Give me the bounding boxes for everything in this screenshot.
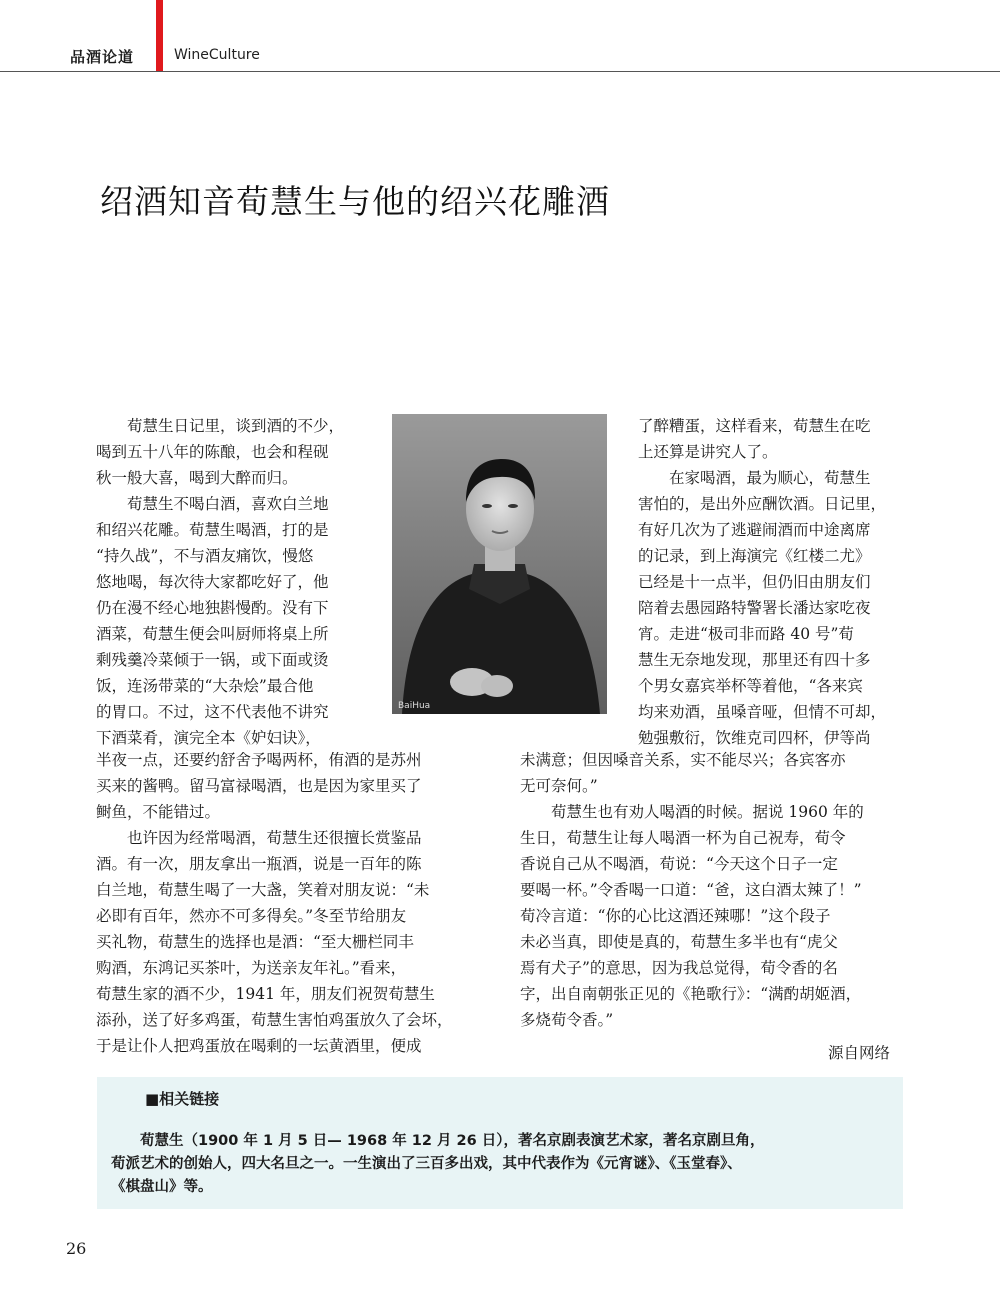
text-line: 个男女嘉宾举杯等着他，“各来宾: [638, 677, 863, 695]
text-line: 多烧荀令香。”: [520, 1011, 614, 1029]
text-line: 害怕的，是出外应酬饮酒。日记里，: [638, 495, 887, 513]
text-line: 慧生无奈地发现，那里还有四十多: [638, 651, 871, 669]
text-line: 均来劝酒，虽嗓音哑，但情不可却，: [638, 703, 887, 721]
source-credit: 源自网络: [828, 1044, 891, 1062]
text-line: 生日，荀慧生让每人喝酒一杯为自己祝寿，荀令: [520, 829, 846, 847]
text-line: 买礼物，荀慧生的选择也是酒：“至大栅栏同丰: [96, 933, 414, 951]
text-line: 焉有犬子”的意思，因为我总觉得，荀令香的名: [520, 959, 838, 977]
related-line: 荀派艺术的创始人，四大名旦之一。一生演出了三百多出戏，其中代表作为《元宵谜》、《玉堂春》、: [111, 1156, 742, 1172]
text-line: 白兰地，荀慧生喝了一大盏，笑着对朋友说：“未: [96, 881, 430, 899]
photo-watermark: BaiHua: [398, 701, 431, 711]
text-line: 和绍兴花雕。荀慧生喝酒，打的是: [96, 521, 329, 539]
text-line: 也许因为经常喝酒，荀慧生还很擅长赏鉴品: [96, 829, 422, 847]
portrait-image: [392, 414, 607, 714]
article-title: 绍酒知音荀慧生与他的绍兴花雕酒: [100, 182, 610, 221]
left-column-bottom: [96, 747, 482, 1059]
text-line: 的记录，到上海演完《红楼二尤》: [638, 547, 871, 565]
text-line: 了醉糟蛋，这样看来，荀慧生在吃: [638, 417, 871, 435]
text-line: 的胃口。不过，这不代表他不讲究: [96, 703, 329, 721]
text-line: 荀慧生家的酒不少，1941 年，朋友们祝贺荀慧生: [96, 985, 435, 1003]
text-line: 在家喝酒，最为顺心，荀慧生: [638, 469, 871, 487]
text-line: 字，出自南朝张正见的《艳歌行》：“满酌胡姬酒，: [520, 985, 862, 1003]
text-line: 买来的酱鸭。留马富禄喝酒，也是因为家里买了: [96, 777, 422, 795]
text-line: 无可奈何。”: [520, 777, 598, 795]
left-column-top: [96, 413, 368, 751]
related-line: 《棋盘山》等。: [111, 1179, 213, 1195]
header-section-en: WineCulture: [174, 47, 260, 63]
text-line: 未满意；但因嗓音关系，实不能尽兴；各宾客亦: [520, 751, 846, 769]
header-rule: [0, 71, 1000, 72]
text-line: 上还算是讲究人了。: [638, 443, 778, 461]
text-line: 必即有百年，然亦不可多得矣。”冬至节给朋友: [96, 907, 407, 925]
text-line: 香说自己从不喝酒，荀说：“今天这个日子一定: [520, 855, 838, 873]
text-line: 购酒，东鸿记买茶叶，为送亲友年礼。”看来，: [96, 959, 407, 977]
portrait-photo: [392, 414, 607, 714]
text-line: 酒。有一次，朋友拿出一瓶酒，说是一百年的陈: [96, 855, 422, 873]
text-line: 宵。走进“极司非而路 40 号”荀: [638, 625, 854, 643]
related-line: 荀慧生（1900 年 1 月 5 日— 1968 年 12 月 26 日），著名京剧表演艺术家，著名京剧旦角，: [111, 1133, 765, 1149]
text-line: 未必当真，即使是真的，荀慧生多半也有“虎父: [520, 933, 838, 951]
text-line: 剩残羹冷菜倾于一锅，或下面或烫: [96, 651, 329, 669]
text-line: 荀慧生也有劝人喝酒的时候。据说 1960 年的: [520, 803, 864, 821]
text-line: 要喝一杯。”令香喝一口道：“爸，这白酒太辣了！”: [520, 881, 862, 899]
text-line: 半夜一点，还要约舒舍予喝两杯，侑酒的是苏州: [96, 751, 422, 769]
text-line: 下酒菜肴，演完全本《妒妇诀》，: [96, 729, 321, 747]
related-heading: ■相关链接: [145, 1090, 220, 1108]
text-line: 喝到五十八年的陈酿，也会和程砚: [96, 443, 329, 461]
text-line: 勉强敷衍，饮维克司四杯，伊等尚: [638, 729, 871, 747]
header-category: 品酒论道: [70, 48, 135, 66]
text-line: 有好几次为了逃避闹酒而中途离席: [638, 521, 871, 539]
text-line: 仍在漫不经心地独斟慢酌。没有下: [96, 599, 329, 617]
text-line: 酒菜，荀慧生便会叫厨师将桌上所: [96, 625, 329, 643]
text-line: 于是让仆人把鸡蛋放在喝剩的一坛黄酒里，便成: [96, 1037, 422, 1055]
right-column-top: [638, 413, 910, 751]
related-body: [111, 1130, 891, 1199]
text-line: “持久战”，不与酒友痛饮，慢悠: [96, 547, 314, 565]
header-accent-bar: [156, 0, 163, 72]
text-line: 饭，连汤带菜的“大杂烩”最合他: [96, 677, 314, 695]
text-line: 荀慧生不喝白酒，喜欢白兰地: [96, 495, 329, 513]
text-line: 陪着去愚园路特警署长潘达家吃夜: [638, 599, 871, 617]
text-line: 已经是十一点半，但仍旧由朋友们: [638, 573, 871, 591]
text-line: 悠地喝，每次待大家都吃好了，他: [96, 573, 329, 591]
text-line: 荀慧生日记里，谈到酒的不少，: [96, 417, 345, 435]
page-number: 26: [66, 1239, 87, 1258]
text-line: 鲥鱼，不能错过。: [96, 803, 221, 821]
text-line: 秋一般大喜，喝到大醉而归。: [96, 469, 298, 487]
right-column-bottom: [520, 747, 912, 1033]
text-line: 荀冷言道：“你的心比这酒还辣哪！”这个段子: [520, 907, 831, 925]
related-link-box: [97, 1077, 903, 1209]
text-line: 添孙，送了好多鸡蛋，荀慧生害怕鸡蛋放久了会坏，: [96, 1011, 453, 1029]
